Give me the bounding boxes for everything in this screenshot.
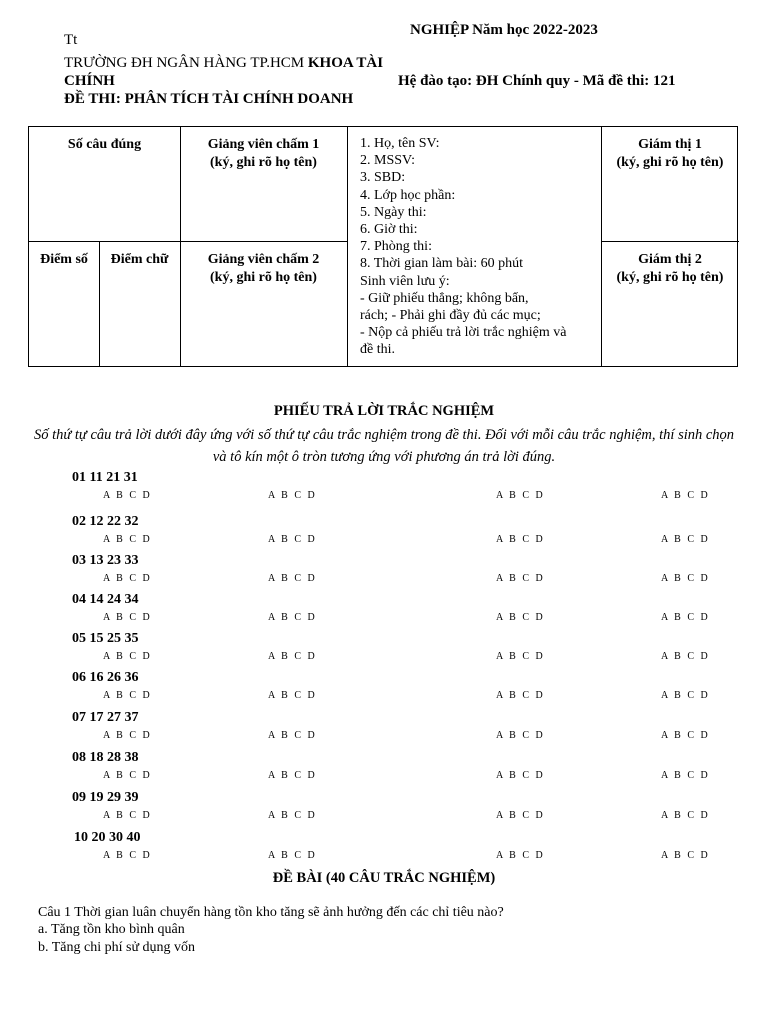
answer-options[interactable]: A B C D [661,490,710,501]
note-line: 1. Họ, tên SV: [360,136,440,151]
answer-options[interactable]: A B C D [103,850,152,861]
grader1-sub: (ký, ghi rõ họ tên) [210,155,317,170]
school-name-part: TRƯỜNG ĐH NGÂN HÀNG TP.HCM [64,55,308,71]
answer-options[interactable]: A B C D [103,651,152,662]
note-line: - Giữ phiếu thẳng; không bẩn, [360,290,529,306]
proctor2-title: Giám thị 2 [638,252,702,267]
header-tt: Tt [64,32,78,48]
grader2-title: Giảng viên chấm 2 [207,252,320,267]
answer-options[interactable]: A B C D [268,490,317,501]
grader1-box [180,136,347,172]
proctor1-title: Giám thị 1 [638,137,702,152]
note-line: 7. Phòng thi: [360,239,432,255]
question-numbers: 08 18 28 38 [72,750,139,765]
answer-options[interactable]: A B C D [268,651,317,662]
question-numbers: 06 16 26 36 [72,670,139,685]
info-table [28,126,738,367]
note-line: 5. Ngày thi: [360,204,427,220]
note-line: 3. SBD: [360,170,406,186]
score-number-label: Điểm số [40,252,88,267]
question-1-option-b: b. Tăng chi phí sử dụng vốn [38,940,196,955]
faculty-name-cont: CHÍNH [64,73,115,89]
answer-options[interactable]: A B C D [496,810,545,821]
answer-options[interactable]: A B C D [661,690,710,701]
answer-options[interactable]: A B C D [661,810,710,821]
answer-options[interactable]: A B C D [103,690,152,701]
note-line: 2. MSSV: [360,153,415,169]
school-name [64,55,383,72]
grader2-sub: (ký, ghi rõ họ tên) [210,270,317,285]
answer-sheet-title: PHIẾU TRẢ LỜI TRẮC NGHIỆM [273,403,495,419]
answer-options[interactable]: A B C D [268,770,317,781]
question-numbers: 09 19 29 39 [72,790,139,805]
answer-options[interactable]: A B C D [268,850,317,861]
answer-options[interactable]: A B C D [268,612,317,623]
answer-options[interactable]: A B C D [661,770,710,781]
answer-options[interactable]: A B C D [103,490,152,501]
note-line: đề thi. [360,342,395,358]
answer-options[interactable]: A B C D [103,730,152,741]
grader2-box [180,251,347,287]
proctor1-sub: (ký, ghi rõ họ tên) [616,155,724,170]
exam-subject: ĐỀ THI: PHÂN TÍCH TÀI CHÍNH DOANH [64,91,354,107]
answer-options[interactable]: A B C D [496,573,545,584]
question-numbers: 03 13 23 33 [72,553,139,568]
answer-options[interactable]: A B C D [496,730,545,741]
note-line: rách; - Phải ghi đầy đủ các mục; [360,308,541,324]
question-1-option-a: a. Tăng tồn kho bình quân [38,922,185,937]
answer-options[interactable]: A B C D [268,534,317,545]
answer-options[interactable]: A B C D [496,490,545,501]
question-numbers: 05 15 25 35 [72,631,139,646]
table-divider [347,127,348,366]
answer-options[interactable]: A B C D [268,573,317,584]
answer-sheet-instructions: Số thứ tự câu trả lời dưới đây ứng với số thứ tự câu trắc nghiệm trong đề thi. Đối với mỗi câu trắc nghiệm, thí sinh chọn và tô kín một ô tròn tương ứng với phương án trả lời đúng. [33,427,735,465]
question-numbers: 10 20 30 40 [74,830,141,845]
proctor2-box [601,251,739,287]
answer-options[interactable]: A B C D [103,770,152,781]
note-line: 8. Thời gian làm bài: 60 phút [360,256,524,272]
proctor2-sub: (ký, ghi rõ họ tên) [616,270,724,285]
answer-options[interactable]: A B C D [496,651,545,662]
answer-options[interactable]: A B C D [661,612,710,623]
table-divider [29,241,347,242]
exam-title: ĐỀ BÀI (40 CÂU TRẮC NGHIỆM) [272,870,496,886]
answer-options[interactable]: A B C D [496,534,545,545]
answer-options[interactable]: A B C D [103,573,152,584]
answer-options[interactable]: A B C D [103,534,152,545]
answer-options[interactable]: A B C D [661,573,710,584]
academic-year: NGHIỆP Năm học 2022-2023 [410,22,598,38]
student-info-notes [360,135,600,359]
question-1: Câu 1 Thời gian luân chuyển hàng tồn kho tăng sẽ ảnh hưởng đến các chỉ tiêu nào? [38,905,504,920]
answer-options[interactable]: A B C D [103,612,152,623]
answer-options[interactable]: A B C D [268,690,317,701]
grader1-title: Giảng viên chấm 1 [207,137,320,152]
answer-options[interactable]: A B C D [496,690,545,701]
answer-options[interactable]: A B C D [661,850,710,861]
answer-options[interactable]: A B C D [268,810,317,821]
note-line: 6. Giờ thi: [360,222,418,238]
question-numbers: 01 11 21 31 [72,470,138,485]
question-numbers: 04 14 24 34 [72,592,139,607]
note-line: - Nộp cả phiếu trả lời trắc nghiệm và [360,325,567,341]
table-divider [601,241,739,242]
question-numbers: 02 12 22 32 [72,514,139,529]
faculty-name: KHOA TÀI [307,55,384,71]
program-info: Hệ đào tạo: ĐH Chính quy - Mã đề thi: 121 [398,73,676,89]
answer-options[interactable]: A B C D [661,730,710,741]
answer-options[interactable]: A B C D [496,770,545,781]
answer-options[interactable]: A B C D [661,651,710,662]
answer-options[interactable]: A B C D [268,730,317,741]
proctor1-box [601,136,739,172]
answer-options[interactable]: A B C D [661,534,710,545]
note-line: 4. Lớp học phần: [360,187,456,203]
answer-options[interactable]: A B C D [103,810,152,821]
answer-options[interactable]: A B C D [496,850,545,861]
question-numbers: 07 17 27 37 [72,710,139,725]
note-line: Sinh viên lưu ý: [360,273,450,289]
score-word-label: Điểm chữ [110,252,169,267]
answer-options[interactable]: A B C D [496,612,545,623]
correct-count-label: Số câu đúng [67,137,142,152]
